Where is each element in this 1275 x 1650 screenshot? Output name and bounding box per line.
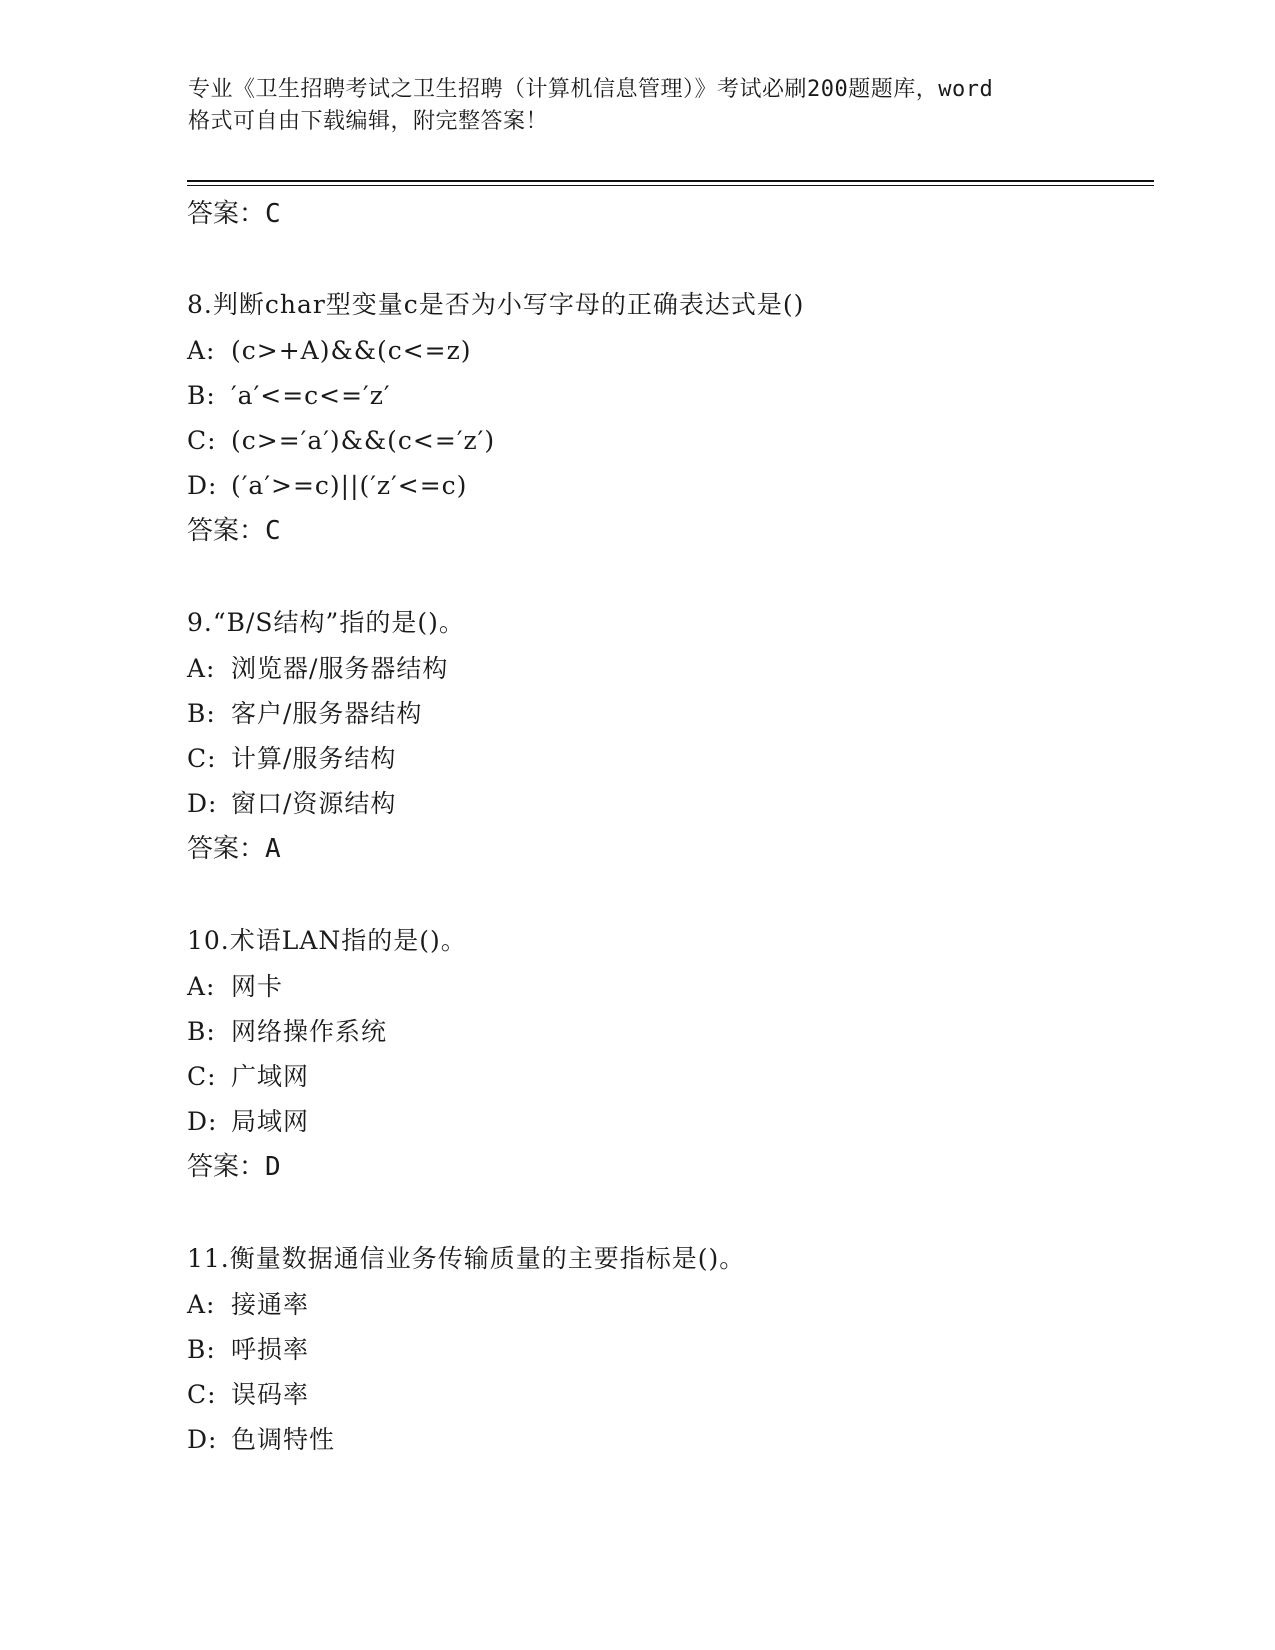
option-c [187,736,1147,781]
option-text: (′a′>=c)||(′z′<=c) [231,471,468,500]
question-item [187,918,1147,1190]
option-c [187,418,1147,463]
option-key: D: [187,1107,218,1136]
header-line-1: 专业《卫生招聘考试之卫生招聘（计算机信息管理）》考试必刷200题题库，word [188,77,994,102]
option-text: ′a′<=c<=′z′ [231,381,391,410]
option-text: 网卡 [231,972,284,1001]
option-key: A: [187,654,216,683]
option-text: 误码率 [231,1380,310,1409]
option-key: B: [187,1335,216,1364]
previous-answer: 答案：C [187,199,281,229]
option-a [187,646,1147,691]
document-header [188,74,1088,138]
option-a [187,1282,1147,1327]
option-text: 广域网 [231,1062,310,1091]
option-key: C: [187,1062,217,1091]
question-answer: 答案：A [187,834,281,864]
option-text: 局域网 [231,1107,310,1136]
option-text: (c>+A)&&(c<=z) [231,336,472,365]
option-key: A: [187,1290,216,1319]
header-divider-thin [187,185,1154,186]
option-text: 浏览器/服务器结构 [231,654,449,683]
option-text: 网络操作系统 [231,1017,388,1046]
option-b [187,691,1147,736]
option-key: B: [187,1017,216,1046]
option-key: B: [187,381,216,410]
question-stem: 9.“B/S结构”指的是()。 [187,608,465,637]
option-d [187,781,1147,826]
option-text: (c>=′a′)&&(c<=′z′) [231,426,496,455]
option-key: C: [187,744,217,773]
header-line-2: 格式可自由下载编辑，附完整答案！ [188,109,549,134]
question-list [187,192,1147,1462]
option-c [187,1054,1147,1099]
option-d [187,463,1147,508]
option-b [187,373,1147,418]
question-answer: 答案：C [187,516,281,546]
option-a [187,328,1147,373]
option-d [187,1099,1147,1144]
question-item [187,1236,1147,1462]
option-key: D: [187,1425,218,1454]
option-key: C: [187,1380,217,1409]
option-key: D: [187,789,218,818]
option-b [187,1009,1147,1054]
question-stem: 8.判断char型变量c是否为小写字母的正确表达式是() [187,290,805,319]
question-stem: 11.衡量数据通信业务传输质量的主要指标是()。 [187,1244,746,1273]
option-text: 客户/服务器结构 [231,699,423,728]
option-key: A: [187,972,216,1001]
option-key: C: [187,426,217,455]
option-text: 呼损率 [231,1335,310,1364]
option-b [187,1327,1147,1372]
question-item [187,600,1147,872]
option-key: B: [187,699,216,728]
option-key: D: [187,471,218,500]
question-answer: 答案：D [187,1152,281,1182]
question-item [187,282,1147,554]
option-c [187,1372,1147,1417]
option-d [187,1417,1147,1462]
option-text: 计算/服务结构 [231,744,397,773]
question-stem: 10.术语LAN指的是()。 [187,926,467,955]
option-text: 窗口/资源结构 [231,789,397,818]
option-text: 色调特性 [231,1425,336,1454]
option-a [187,964,1147,1009]
option-key: A: [187,336,216,365]
option-text: 接通率 [231,1290,310,1319]
header-divider-thick [187,180,1154,182]
